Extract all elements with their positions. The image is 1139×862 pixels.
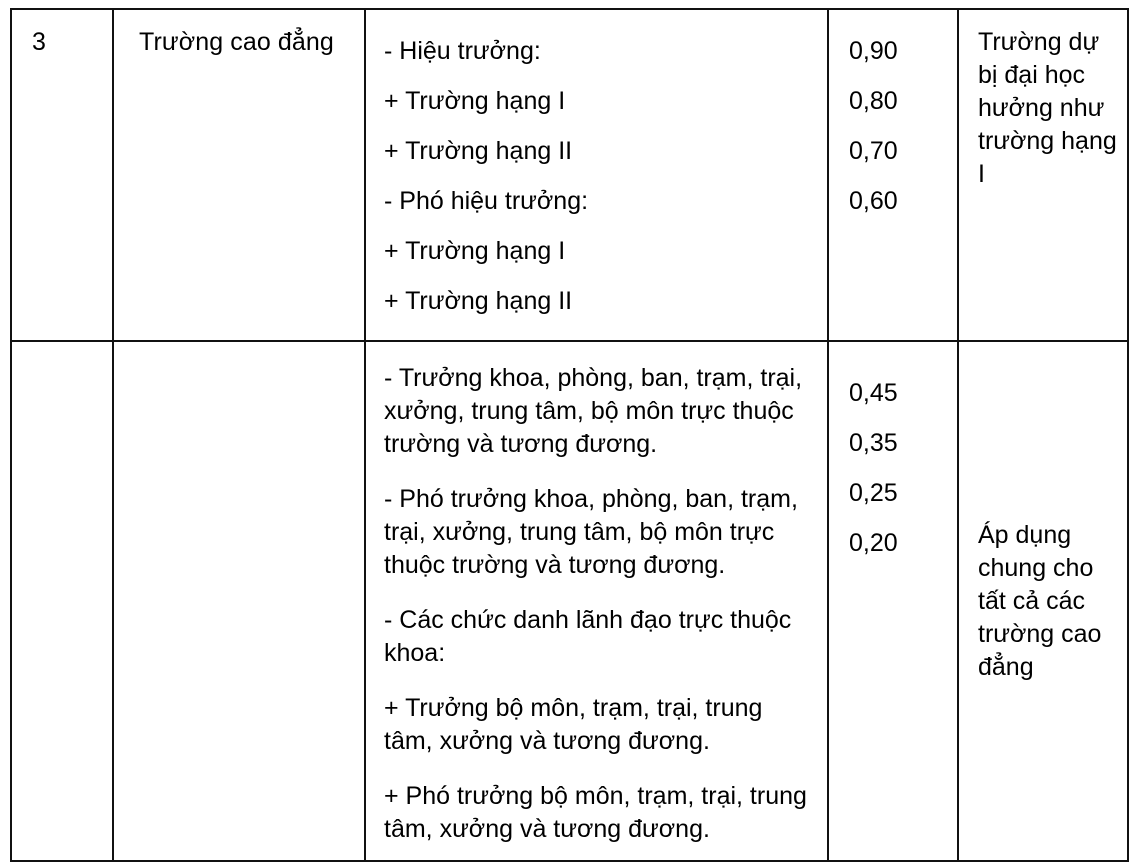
position-paragraph: - Các chức danh lãnh đạo trực thuộc khoa: — [384, 606, 792, 667]
coefficient-value: 0,45 — [849, 379, 898, 407]
coefficient-list — [849, 26, 943, 226]
cell-position-description — [365, 341, 828, 861]
coefficient-value: 0,60 — [849, 187, 898, 215]
position-line: + Trường hạng II — [384, 287, 573, 315]
coefficient-value: 0,80 — [849, 87, 898, 115]
cell-institution-type — [113, 341, 365, 861]
table-row — [11, 341, 1128, 861]
cell-note — [958, 341, 1128, 861]
position-paragraph: + Phó trưởng bộ môn, trạm, trại, trung tâm, xưởng và tương đương. — [384, 782, 807, 843]
coefficient-value: 0,35 — [849, 429, 898, 457]
note-value: Áp dụng chung cho tất cả các trường cao đẳng — [978, 520, 1102, 681]
cell-coefficient — [828, 9, 958, 341]
table-row — [11, 9, 1128, 341]
cell-note — [958, 9, 1128, 341]
coefficient-value: 0,20 — [849, 529, 898, 557]
cell-institution-type — [113, 9, 365, 341]
position-paragraph: - Trưởng khoa, phòng, ban, trạm, trại, xưởng, trung tâm, bộ môn trực thuộc trường và tương đương. — [384, 364, 803, 458]
position-line: + Trường hạng I — [384, 237, 566, 265]
coefficient-value: 0,90 — [849, 37, 898, 65]
cell-coefficient — [828, 341, 958, 861]
stt-value: 3 — [32, 28, 47, 56]
position-line: + Trường hạng I — [384, 87, 566, 115]
position-line-list — [384, 26, 813, 326]
position-paragraph: - Phó trưởng khoa, phòng, ban, trạm, trại, xưởng, trung tâm, bộ môn trực thuộc trường và tương đương. — [384, 485, 798, 579]
position-line: + Trường hạng II — [384, 137, 573, 165]
institution-type-value: Trường cao đẳng — [139, 28, 334, 56]
cell-position-description — [365, 9, 828, 341]
coefficient-value: 0,25 — [849, 479, 898, 507]
position-paragraph: + Trưởng bộ môn, trạm, trại, trung tâm, xưởng và tương đương. — [384, 694, 763, 755]
position-paragraph-list — [384, 362, 813, 846]
cell-stt — [11, 9, 113, 341]
cell-stt — [11, 341, 113, 861]
allowance-coefficient-table — [10, 8, 1129, 862]
position-line: - Hiệu trưởng: — [384, 37, 541, 65]
coefficient-value: 0,70 — [849, 137, 898, 165]
note-value: Trường dự bị đại học hưởng như trường hạng I — [978, 28, 1117, 188]
coefficient-list — [849, 368, 943, 568]
position-line: - Phó hiệu trưởng: — [384, 187, 589, 215]
